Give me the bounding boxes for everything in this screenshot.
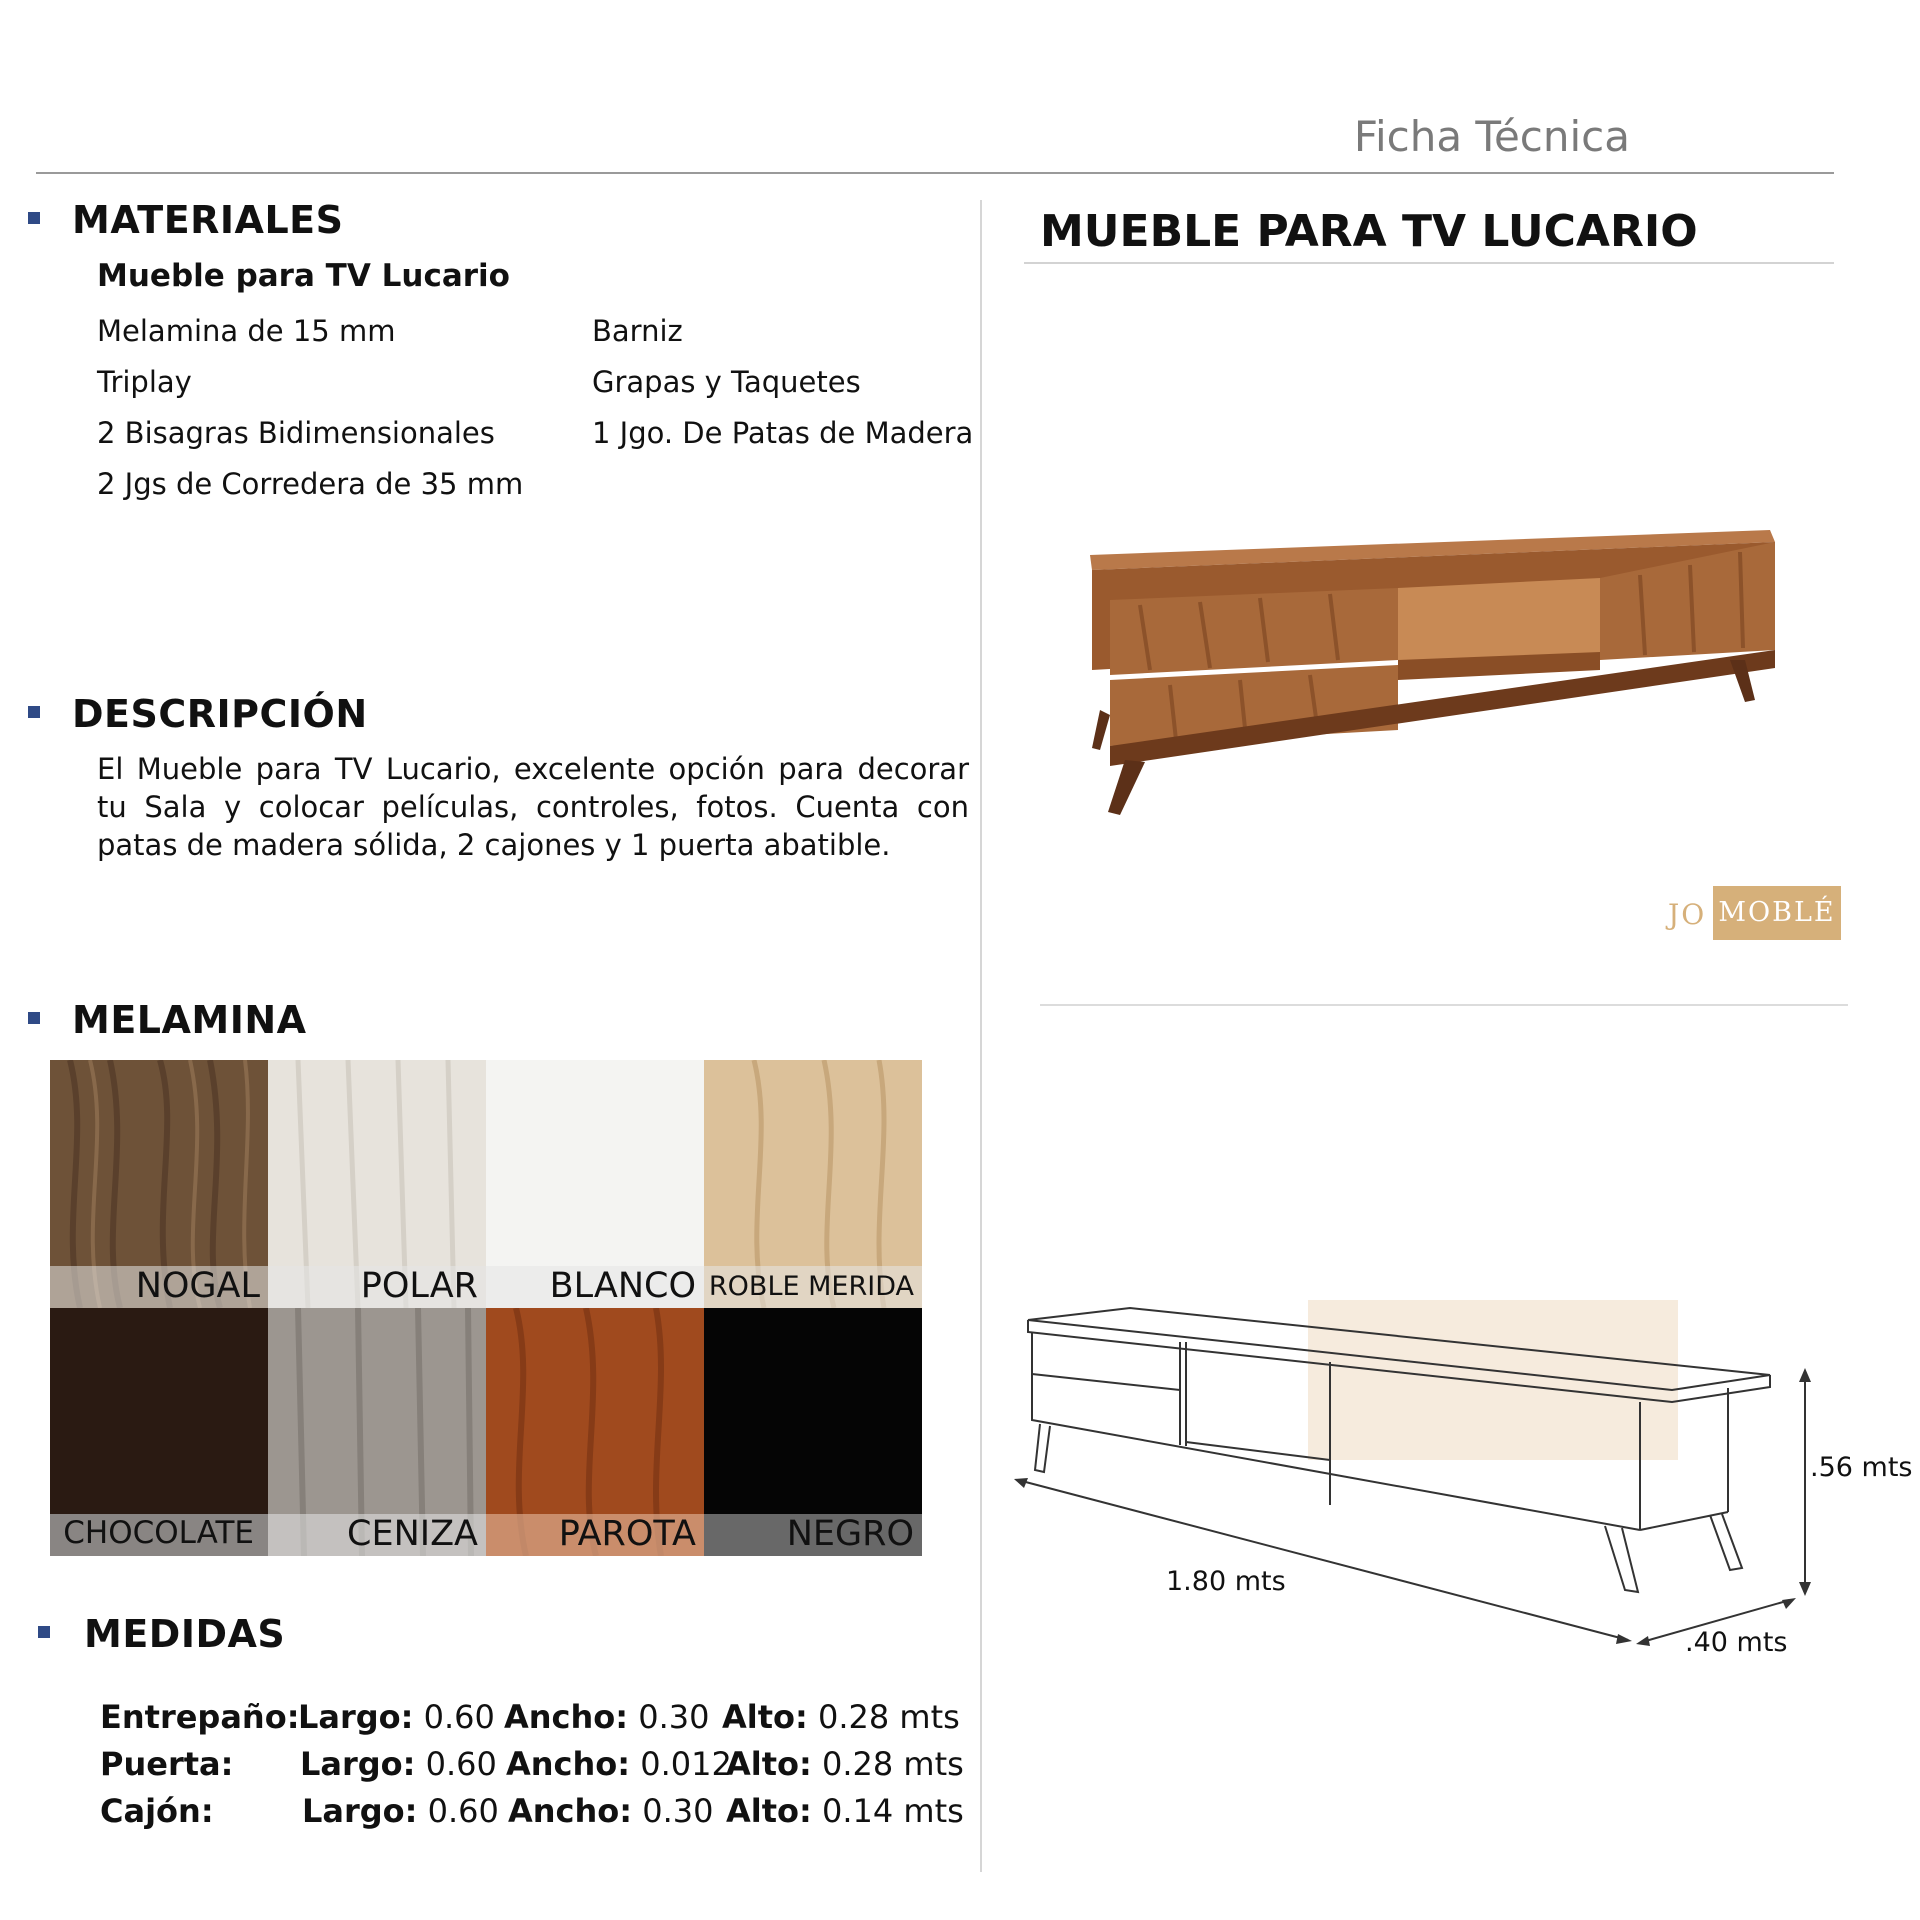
alto-value: 0.28 mts bbox=[821, 1745, 964, 1783]
header-divider bbox=[36, 172, 1834, 174]
material-item: 1 Jgo. De Patas de Madera bbox=[592, 416, 974, 450]
material-item: 2 Jgs de Corredera de 35 mm bbox=[97, 467, 524, 501]
swatch-label: BLANCO bbox=[549, 1266, 696, 1306]
swatch-chocolate bbox=[50, 1308, 268, 1556]
bullet-icon bbox=[28, 1012, 40, 1024]
medidas-heading: MEDIDAS bbox=[84, 1612, 286, 1656]
bullet-icon bbox=[28, 706, 40, 718]
materiales-product-name: Mueble para TV Lucario bbox=[97, 258, 510, 294]
medidas-part bbox=[100, 1698, 299, 1736]
swatch-label: ROBLE MERIDA bbox=[708, 1271, 914, 1302]
document-title: Ficha Técnica bbox=[1353, 112, 1630, 161]
medidas-part bbox=[100, 1745, 233, 1783]
brand-logo-left: JO bbox=[1668, 898, 1707, 931]
ancho-value: 0.30 bbox=[642, 1792, 714, 1830]
medidas-alto bbox=[726, 1792, 964, 1830]
dimension-length: 1.80 mts bbox=[1166, 1566, 1286, 1597]
largo-label: Largo: bbox=[300, 1745, 416, 1783]
largo-value: 0.60 bbox=[425, 1745, 497, 1783]
swatch-label: NOGAL bbox=[135, 1266, 260, 1306]
dimension-depth: .40 mts bbox=[1685, 1627, 1788, 1658]
alto-label: Alto: bbox=[726, 1792, 812, 1830]
swatch-label: CHOCOLATE bbox=[63, 1515, 254, 1551]
descripcion-text: El Mueble para TV Lucario, excelente opción para decorar tu Sala y colocar películas, controles, fotos. Cuenta con patas de madera sólida, 2 cajones y 1 puerta abatible. bbox=[97, 752, 969, 862]
medidas-largo bbox=[302, 1792, 499, 1830]
descripcion-heading: DESCRIPCIÓN bbox=[72, 692, 368, 736]
medidas-ancho bbox=[506, 1745, 732, 1783]
bullet-icon bbox=[28, 212, 40, 224]
material-item: Barniz bbox=[592, 314, 683, 348]
swatch-parota bbox=[486, 1308, 704, 1556]
material-item: Melamina de 15 mm bbox=[97, 314, 396, 348]
part-label: Cajón: bbox=[100, 1792, 214, 1830]
brand-logo-right: MOBLÉ bbox=[1713, 886, 1841, 940]
part-label: Entrepaño: bbox=[100, 1698, 300, 1736]
tv-stand-photo bbox=[1080, 510, 1800, 830]
swatch-label: POLAR bbox=[360, 1266, 478, 1306]
swatch-nogal bbox=[50, 1060, 268, 1308]
medidas-largo bbox=[300, 1745, 497, 1783]
swatch-polar bbox=[268, 1060, 486, 1308]
tv-stand-dimension-drawing bbox=[1010, 1290, 1830, 1680]
largo-label: Largo: bbox=[302, 1792, 418, 1830]
section-divider bbox=[1040, 1004, 1848, 1006]
material-item: 2 Bisagras Bidimensionales bbox=[97, 416, 495, 450]
swatch-label: NEGRO bbox=[786, 1514, 914, 1554]
largo-value: 0.60 bbox=[423, 1698, 495, 1736]
medidas-ancho bbox=[504, 1698, 710, 1736]
part-label: Puerta: bbox=[100, 1745, 234, 1783]
alto-label: Alto: bbox=[722, 1698, 808, 1736]
swatch-label: PAROTA bbox=[558, 1514, 696, 1554]
ancho-label: Ancho: bbox=[506, 1745, 631, 1783]
largo-value: 0.60 bbox=[427, 1792, 499, 1830]
alto-label: Alto: bbox=[726, 1745, 812, 1783]
material-item: Grapas y Taquetes bbox=[592, 365, 861, 399]
medidas-ancho bbox=[508, 1792, 714, 1830]
alto-value: 0.14 mts bbox=[821, 1792, 964, 1830]
alto-value: 0.28 mts bbox=[817, 1698, 960, 1736]
swatch-ceniza bbox=[268, 1308, 486, 1556]
column-divider bbox=[980, 200, 982, 1872]
swatch-negro bbox=[704, 1308, 922, 1556]
product-title: MUEBLE PARA TV LUCARIO bbox=[1040, 206, 1698, 257]
swatch-blanco bbox=[486, 1060, 704, 1308]
largo-label: Largo: bbox=[298, 1698, 414, 1736]
dimension-height: .56 mts bbox=[1810, 1452, 1913, 1483]
swatch-roble-merida bbox=[704, 1060, 922, 1308]
material-item: Triplay bbox=[97, 365, 192, 399]
swatch-label: CENIZA bbox=[347, 1514, 478, 1554]
bullet-icon bbox=[38, 1626, 50, 1638]
medidas-alto bbox=[726, 1745, 964, 1783]
ancho-label: Ancho: bbox=[508, 1792, 633, 1830]
ancho-label: Ancho: bbox=[504, 1698, 629, 1736]
title-divider bbox=[1024, 262, 1834, 264]
medidas-largo bbox=[298, 1698, 495, 1736]
medidas-alto bbox=[722, 1698, 960, 1736]
ancho-value: 0.30 bbox=[638, 1698, 710, 1736]
ancho-value: 0.012 bbox=[640, 1745, 732, 1783]
materiales-heading: MATERIALES bbox=[72, 198, 344, 242]
melamina-heading: MELAMINA bbox=[72, 998, 307, 1042]
medidas-part bbox=[100, 1792, 214, 1830]
